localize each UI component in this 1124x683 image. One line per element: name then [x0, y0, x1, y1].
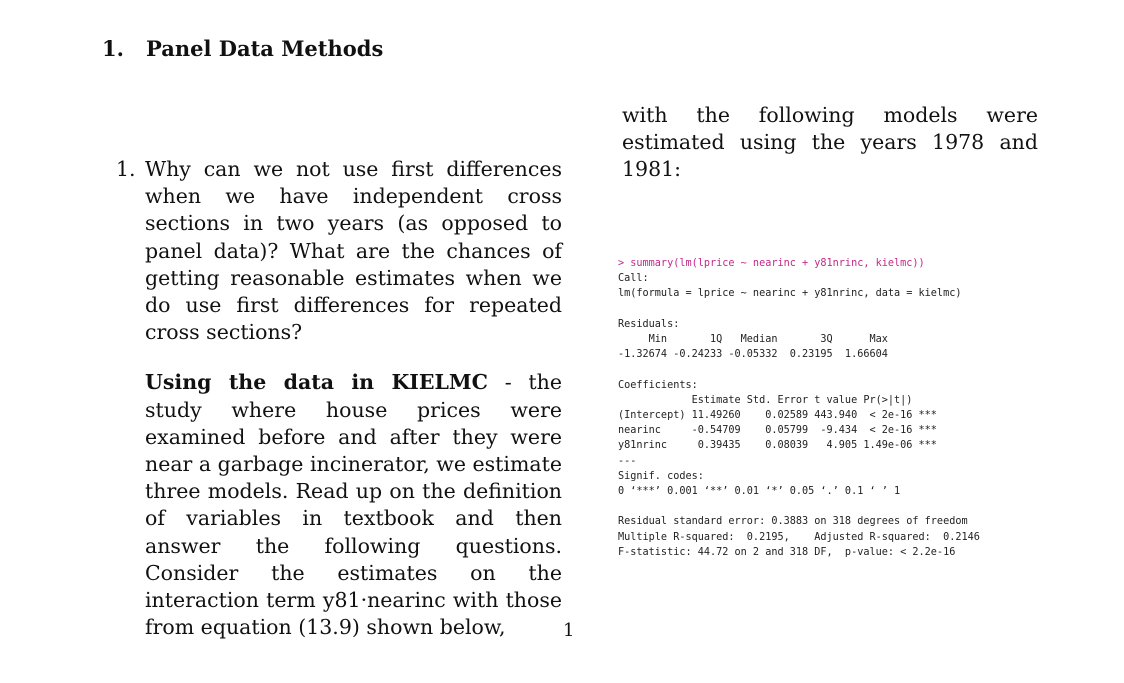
question-number: 1. — [116, 157, 136, 181]
kielmc-paragraph-bold: Using the data in KIELMC — [145, 370, 488, 395]
r-command: > summary(lm(lprice ~ nearinc + y81nrinc, kielmc)) — [618, 258, 925, 269]
kielmc-paragraph — [145, 369, 562, 641]
question-item — [116, 156, 562, 346]
question-text: Why can we not use first differences when we have independent cross sections in two years (as opposed to panel data)? What are the chances of getting reasonable estimates when we do use first differences for repeated cross sections? — [145, 157, 562, 345]
kielmc-paragraph-text: - the study where house prices were examined before and after they were near a garbage incinerator, we estimate three models. Read up on the definition of variables in textbook and then answer the following questions. Consider the estimates on the interaction term y81·nearinc with those from equation (13.9) shown below, — [145, 370, 562, 640]
section-heading — [102, 36, 383, 61]
r-output-body: Call: lm(formula = lprice ~ nearinc + y81nrinc, data = kielmc) Residuals: Min 1Q Median 3Q Max -1.32674 -0.24233 -0.05332 0.23195 1.66604 Coefficients: Estimate Std. Error t value Pr(>|t|) (Intercept) 11.49260 0.02589 443.940 < 2e-16 *** nearinc -0.54709 0.05799 -9.434 < 2e-16 *** y81nrinc 0.39435 0.08039 4.905 1.49e-06 *** --- Signif. codes: 0 ‘***’ 0.001 ‘**’ 0.01 ‘*’ 0.05 ‘.’ 0.1 ‘ ’ 1 Residual standard error: 0.3883 on 318 degrees of freedom Multiple R-squared: 0.2195, Adjusted R-squared: 0.2146 F-statistic: 44.72 on 2 and 318 DF, p-value: < 2.2e-16 — [618, 273, 980, 558]
r-summary-output — [618, 256, 986, 560]
page-number: 1 — [563, 620, 575, 641]
section-number: 1. — [102, 36, 124, 61]
models-intro-text: with the following models were estimated using the years 1978 and 1981: — [622, 103, 1038, 182]
section-title: Panel Data Methods — [146, 36, 384, 61]
left-column — [116, 156, 562, 641]
